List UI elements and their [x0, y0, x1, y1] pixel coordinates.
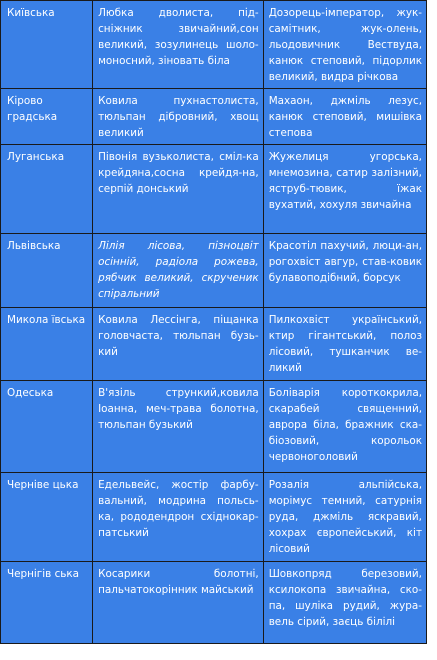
table-row [1, 234, 427, 308]
plants-cell: Лілія лісова, пізноцвіт осінній, радіола рожева, рябчик великий, скрученик спіральний [93, 234, 264, 308]
animals-cell: Боліварія короткокрила, скарабей священний, аврора біла, бражник ска-біозовий, корольок червоноголовий [263, 381, 426, 473]
table-row [1, 1, 427, 89]
animals-cell: Розалія альпійська, морімус темний, сатурнія руда, джміль яскравий, хохрах європейський, кіт лісовий [263, 473, 426, 562]
table-row [1, 562, 427, 644]
region-cell: Кірово градська [1, 89, 93, 145]
plants-cell: Едельвейс, жостір фарбу-вальний, модрина польсь-ка, рододендрон східнокар-патський [93, 473, 264, 562]
plants-cell: Півонія вузьколиста, сміл-ка крейдяна,сосна крейдя-на, серпій донський [93, 145, 264, 234]
table-row [1, 473, 427, 562]
region-cell: Львівська [1, 234, 93, 308]
table-row [1, 145, 427, 234]
table-row [1, 89, 427, 145]
region-cell: Микола ївська [1, 308, 93, 381]
plants-cell: Любка дволиста, під-сніжник звичайний,сон великий, зозулинець шоло-моносний, зіновать біла [93, 1, 264, 89]
region-cell: Чернігів ська [1, 562, 93, 644]
table-row [1, 381, 427, 473]
table-row [1, 308, 427, 381]
animals-cell: Пилкохвіст український, ктир гігантський, полоз лісовий, тушканчик ве-ликий [263, 308, 426, 381]
animals-cell: Махаон, джміль лезус, канюк степовий, мишівка степова [263, 89, 426, 145]
animals-cell: Шовкопряд березовий, ксилокопа звичайна, ско-па, шуліка рудий, жура-вель сірий, заєць білілі [263, 562, 426, 644]
region-cell: Київська [1, 1, 93, 89]
animals-cell: Жужелиця угорська, мнемозина, сатир залізний, яструб-тювик, їжак вухатий, хохуля звичайна [263, 145, 426, 234]
animals-cell: Дозорець-імператор, жук-самітник, жук-олень, льодовичник Вествуда, канюк степовий, підорлик великий, видра річкова [263, 1, 426, 89]
plants-cell: Ковила Лессінга, піщанка головчаста, тюльпан бузь-кий [93, 308, 264, 381]
plants-cell: В'язіль стрункий,ковила Іоанна, меч-трава болотна, тюльпан бузький [93, 381, 264, 473]
plants-cell: Ковила пухнастолиста, тюльпан дібровний, хвощ великий [93, 89, 264, 145]
region-cell: Луганська [1, 145, 93, 234]
region-cell: Одеська [1, 381, 93, 473]
plants-cell: Косарики болотні, пальчатокорінник майський [93, 562, 264, 644]
animals-cell: Красотіл пахучий, люци-ан, рогохвіст авгур, став-ковик булавоподібний, борсук [263, 234, 426, 308]
region-cell: Черніве цька [1, 473, 93, 562]
